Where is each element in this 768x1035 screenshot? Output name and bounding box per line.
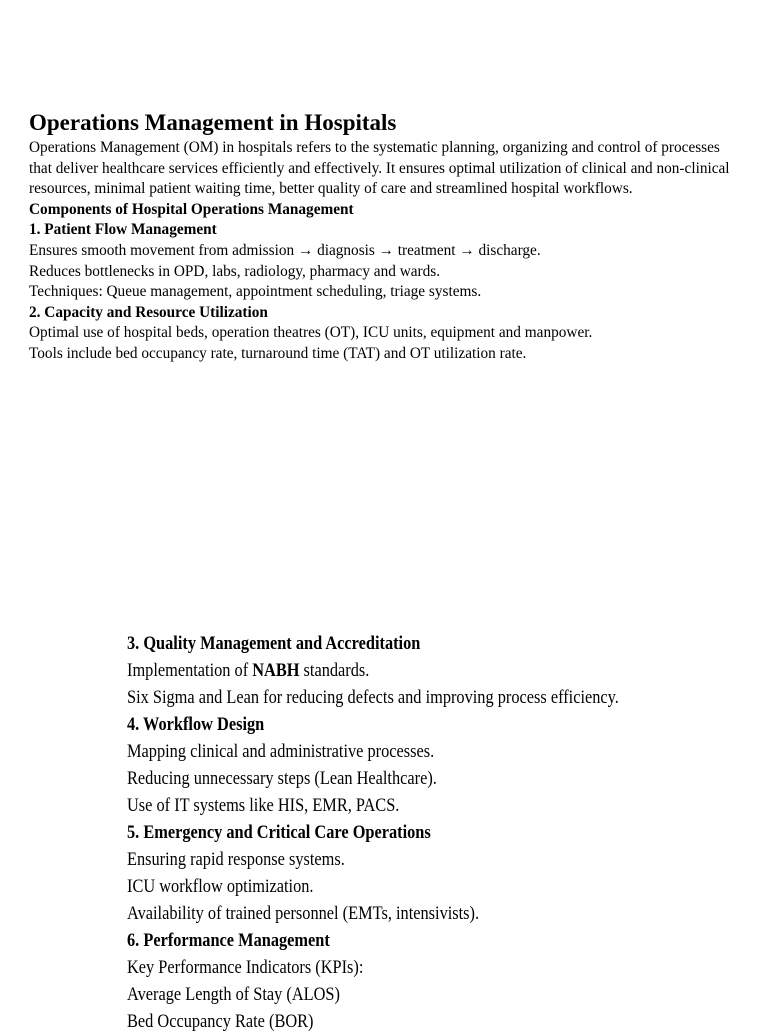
emergency-line: Availability of trained personnel (EMTs, intensivists). [127, 903, 480, 924]
performance-line: Bed Occupancy Rate (BOR) [127, 1011, 314, 1032]
intro-paragraph: Operations Management (OM) in hospitals refers to the systematic planning, organizing and control of processes that deliver healthcare services efficiently and effectively. It ensures optimal utilization of clinical and non-clinical resources, minimal patient waiting time, better quality of care and streamlined hospital workflows. [29, 139, 730, 198]
emergency-heading: 5. Emergency and Critical Care Operations [127, 822, 431, 843]
emergency-line: Ensuring rapid response systems. [127, 849, 345, 870]
emergency-line: ICU workflow optimization. [127, 876, 314, 897]
workflow-line: Reducing unnecessary steps (Lean Healthcare). [127, 768, 437, 789]
patient-flow-line: Reduces bottlenecks in OPD, labs, radiology, pharmacy and wards. [29, 262, 441, 280]
quality-line-text: Implementation of [127, 660, 253, 681]
quality-line-text: standards. [299, 660, 370, 681]
document-title: Operations Management in Hospitals [29, 110, 397, 135]
quality-line: Six Sigma and Lean for reducing defects and improving process efficiency. [127, 687, 619, 708]
performance-line: Average Length of Stay (ALOS) [127, 984, 340, 1005]
patient-flow-line: Techniques: Queue management, appointment scheduling, triage systems. [29, 283, 482, 301]
capacity-heading: 2. Capacity and Resource Utilization [29, 303, 268, 321]
workflow-line: Mapping clinical and administrative processes. [127, 741, 435, 762]
nabh-term: NABH [252, 660, 300, 681]
quality-line [127, 657, 660, 684]
capacity-line: Tools include bed occupancy rate, turnaround time (TAT) and OT utilization rate. [29, 344, 527, 362]
document-section-typed [29, 108, 741, 365]
document-section-scanned [127, 630, 660, 1035]
patient-flow-line: Ensures smooth movement from admission → diagnosis → treatment → discharge. [29, 241, 541, 259]
components-heading: Components of Hospital Operations Management [29, 200, 354, 218]
patient-flow-heading: 1. Patient Flow Management [29, 221, 217, 239]
performance-heading: 6. Performance Management [127, 930, 330, 951]
performance-line: Key Performance Indicators (KPIs): [127, 957, 364, 978]
workflow-line: Use of IT systems like HIS, EMR, PACS. [127, 795, 400, 816]
quality-heading: 3. Quality Management and Accreditation [127, 633, 421, 654]
workflow-heading: 4. Workflow Design [127, 714, 265, 735]
capacity-line: Optimal use of hospital beds, operation theatres (OT), ICU units, equipment and manpower. [29, 324, 593, 342]
